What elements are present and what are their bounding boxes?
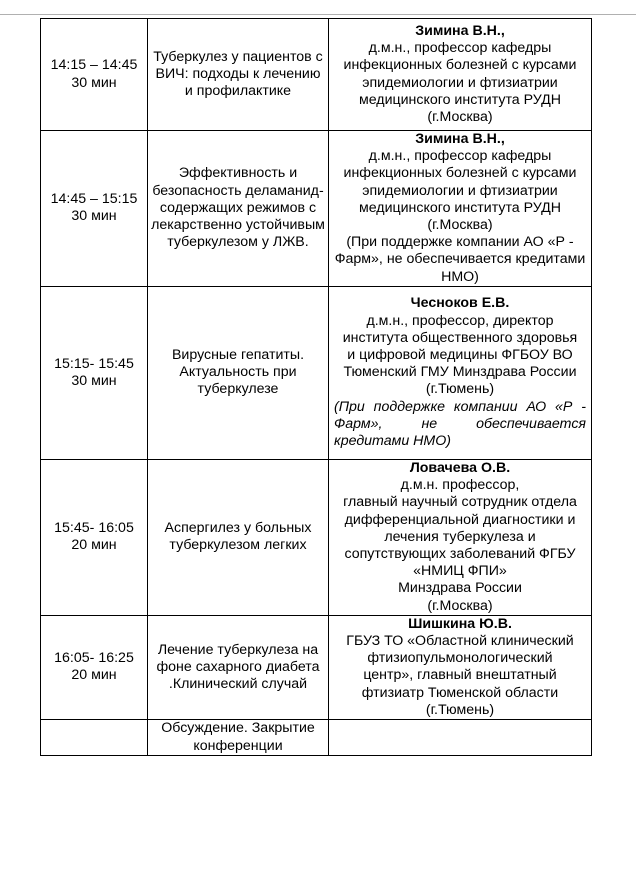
speaker-line: и цифровой медицины ФГБОУ ВО (347, 347, 573, 364)
speaker-line: инфекционных болезней с курсами (343, 165, 577, 182)
time-cell (41, 131, 148, 287)
speaker-line: института общественного здоровья (342, 329, 578, 346)
speaker-line: «НМИЦ ФПИ» (413, 563, 507, 580)
time-cell (41, 286, 148, 459)
time-cell (41, 19, 148, 131)
topic-cell: Эффективность и безопасность деламанид-содержащих режимов с лекарственно устойчивым туберкулезом у ЛЖВ. (148, 131, 329, 287)
speaker-line: д.м.н., профессор кафедры (368, 148, 552, 165)
speaker-name: Зимина В.Н., (415, 22, 505, 39)
time-range: 14:45 – 15:15 (50, 191, 138, 208)
speaker-line: инфекционных болезней с курсами (343, 57, 577, 74)
speaker-line: (г.Москва) (427, 597, 493, 614)
speaker-line: ГБУЗ ТО «Областной клинический (346, 633, 574, 650)
duration: 30 мин (71, 74, 117, 91)
topic-cell: Обсуждение. Закрытие конференции (148, 720, 329, 756)
duration: 30 мин (71, 208, 117, 225)
speaker-line: медицинского института РУДН (358, 91, 562, 108)
speaker-line: д.м.н., профессор, директор (366, 312, 554, 329)
table-row (41, 615, 592, 719)
topic-cell: Лечение туберкулеза на фоне сахарного диабета .Клинический случай (148, 615, 329, 719)
table-row (41, 131, 592, 287)
speaker-cell (329, 459, 592, 615)
speaker-cell (329, 615, 592, 719)
duration: 20 мин (71, 667, 117, 684)
table-row (41, 459, 592, 615)
sponsor-note: (При поддержке компании АО «Р - Фарм», не обеспечивается кредитами НМО) (334, 398, 586, 450)
speaker-line: лечения туберкулеза и (384, 528, 536, 545)
duration: 20 мин (71, 537, 117, 554)
speaker-line: дифференциальной диагностики и (344, 511, 576, 528)
time-range: 15:45- 16:05 (54, 520, 134, 537)
speaker-line: (г.Тюмень) (425, 701, 495, 718)
speaker-cell (329, 19, 592, 131)
topic-cell: Вирусные гепатиты. Актуальность при туберкулезе (148, 286, 329, 459)
speaker-line: эпидемиологии и фтизиатрии (362, 74, 558, 91)
speaker-cell (329, 286, 592, 459)
speaker-line: фтизиопульмонологический (367, 650, 553, 667)
speaker-name: Шишкина Ю.В. (408, 615, 512, 632)
speaker-line: Минздрава России (398, 580, 522, 597)
sponsor-note: (При поддержке компании АО «Р - Фарм», не обеспечивается кредитами НМО) (334, 234, 586, 285)
speaker-line: фтизиатр Тюменской области (361, 684, 559, 701)
speaker-line: Тюменский ГМУ Минздрава России (343, 364, 577, 381)
topic-cell: Туберкулез у пациентов с ВИЧ: подходы к лечению и профилактике (148, 19, 329, 131)
speaker-name: Зимина В.Н., (415, 131, 505, 147)
speaker-line: д.м.н. профессор, (400, 477, 520, 494)
time-cell (41, 720, 148, 756)
table-row (41, 286, 592, 459)
speaker-line: д.м.н., профессор кафедры (368, 40, 552, 57)
page-top-rule (0, 14, 636, 15)
time-range: 14:15 – 14:45 (50, 57, 138, 74)
speaker-line: медицинского института РУДН (358, 199, 562, 216)
speaker-line: (г.Тюмень) (425, 381, 495, 398)
speaker-cell (329, 720, 592, 756)
speaker-line: центр», главный внештатный (363, 667, 557, 684)
time-cell (41, 615, 148, 719)
speaker-line: эпидемиологии и фтизиатрии (362, 182, 558, 199)
duration: 30 мин (71, 372, 117, 389)
speaker-name: Чесноков Е.В. (410, 295, 510, 312)
table-row (41, 720, 592, 756)
table-row (41, 19, 592, 131)
speaker-cell (329, 131, 592, 287)
time-cell (41, 459, 148, 615)
speaker-line: (г.Москва) (427, 108, 493, 125)
speaker-line: главный научный сотрудник отдела (343, 494, 577, 511)
speaker-name: Ловачева О.В. (409, 459, 511, 476)
time-range: 16:05- 16:25 (54, 650, 134, 667)
topic-cell: Аспергилез у больных туберкулезом легких (148, 459, 329, 615)
speaker-line: сопутствующих заболеваний ФГБУ (344, 545, 576, 562)
speaker-line: (г.Москва) (427, 217, 493, 234)
time-range: 15:15- 15:45 (54, 355, 134, 372)
program-table (40, 18, 592, 756)
